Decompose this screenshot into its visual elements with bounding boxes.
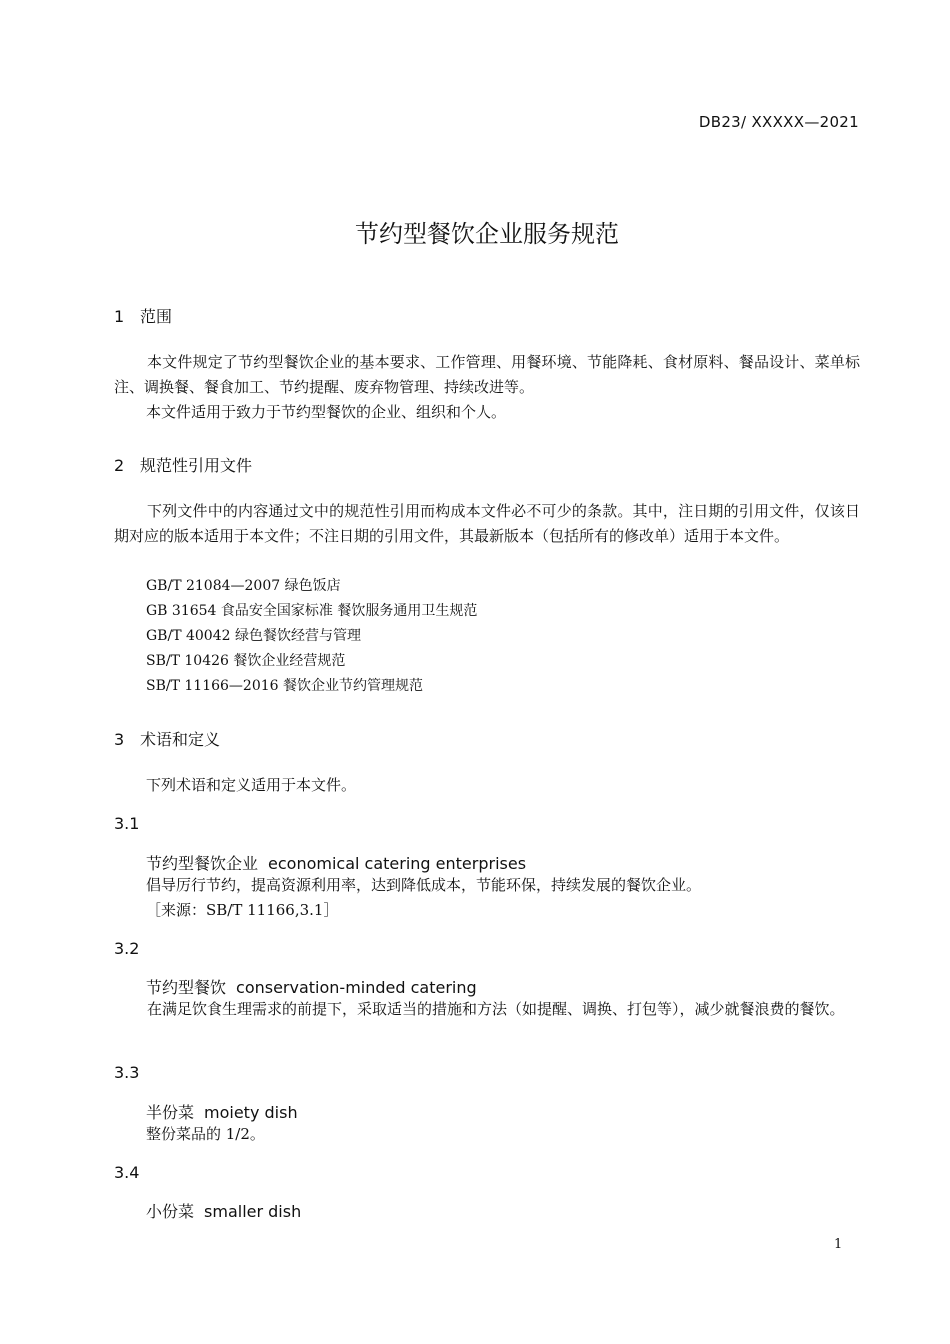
section-number: 1: [114, 307, 125, 326]
section-number: 3: [114, 730, 125, 749]
term-en: smaller dish: [204, 1202, 302, 1221]
term-en: conservation-minded catering: [236, 978, 477, 997]
clause-number: 3.3: [114, 1063, 140, 1082]
section-2-paragraph-1: 下列文件中的内容通过文中的规范性引用而构成本文件必不可少的条款。其中，注日期的引用文件，仅该日期对应的版本适用于本文件；不注日期的引用文件，其最新版本（包括所有的修改单）适用于本文件。: [114, 502, 860, 545]
clause-number: 3.2: [114, 939, 140, 958]
section-1-heading: [114, 304, 172, 327]
section-1-paragraph-2: 本文件适用于致力于节约型餐饮的企业、组织和个人。: [146, 403, 507, 421]
clause-number: 3.4: [114, 1163, 140, 1182]
section-title: 术语和定义: [140, 730, 221, 749]
section-title: 范围: [140, 307, 173, 326]
reference-item: GB/T 40042 绿色餐饮经营与管理: [146, 628, 361, 644]
term-heading: [146, 1199, 301, 1222]
term-zh: 半份菜: [146, 1103, 195, 1122]
term-definition: 倡导厉行节约，提高资源利用率，达到降低成本，节能环保，持续发展的餐饮企业。: [146, 876, 702, 894]
section-1-paragraph-1: 本文件规定了节约型餐饮企业的基本要求、工作管理、用餐环境、节能降耗、食材原料、餐品设计、菜单标注、调换餐、餐食加工、节约提醒、废弃物管理、持续改进等。: [114, 353, 860, 396]
clause-number: 3.1: [114, 814, 140, 833]
term-zh: 节约型餐饮企业: [146, 854, 259, 873]
section-3-heading: [114, 727, 220, 750]
page-number: 1: [834, 1237, 843, 1252]
reference-item: SB/T 10426 餐饮企业经营规范: [146, 653, 346, 669]
section-2-heading: [114, 453, 252, 476]
section-number: 2: [114, 456, 125, 475]
term-heading: [146, 975, 477, 998]
term-definition: 整份菜品的 1/2。: [146, 1125, 265, 1143]
document-number: DB23/ XXXXX—2021: [698, 113, 859, 131]
section-title: 规范性引用文件: [140, 456, 253, 475]
reference-item: GB/T 21084—2007 绿色饭店: [146, 578, 341, 594]
reference-item: SB/T 11166—2016 餐饮企业节约管理规范: [146, 678, 423, 694]
document-title: 节约型餐饮企业服务规范: [355, 220, 619, 248]
term-zh: 节约型餐饮: [146, 978, 227, 997]
term-en: economical catering enterprises: [268, 854, 527, 873]
section-3-intro: 下列术语和定义适用于本文件。: [146, 776, 357, 794]
term-source: ［来源：SB/T 11166,3.1］: [146, 901, 339, 919]
term-en: moiety dish: [204, 1103, 298, 1122]
term-heading: [146, 851, 526, 874]
term-definition: 在满足饮食生理需求的前提下，采取适当的措施和方法（如提醒、调换、打包等），减少就餐浪费的餐饮。: [147, 1000, 845, 1018]
reference-item: GB 31654 食品安全国家标准 餐饮服务通用卫生规范: [146, 603, 478, 619]
term-heading: [146, 1100, 298, 1123]
term-zh: 小份菜: [146, 1202, 195, 1221]
